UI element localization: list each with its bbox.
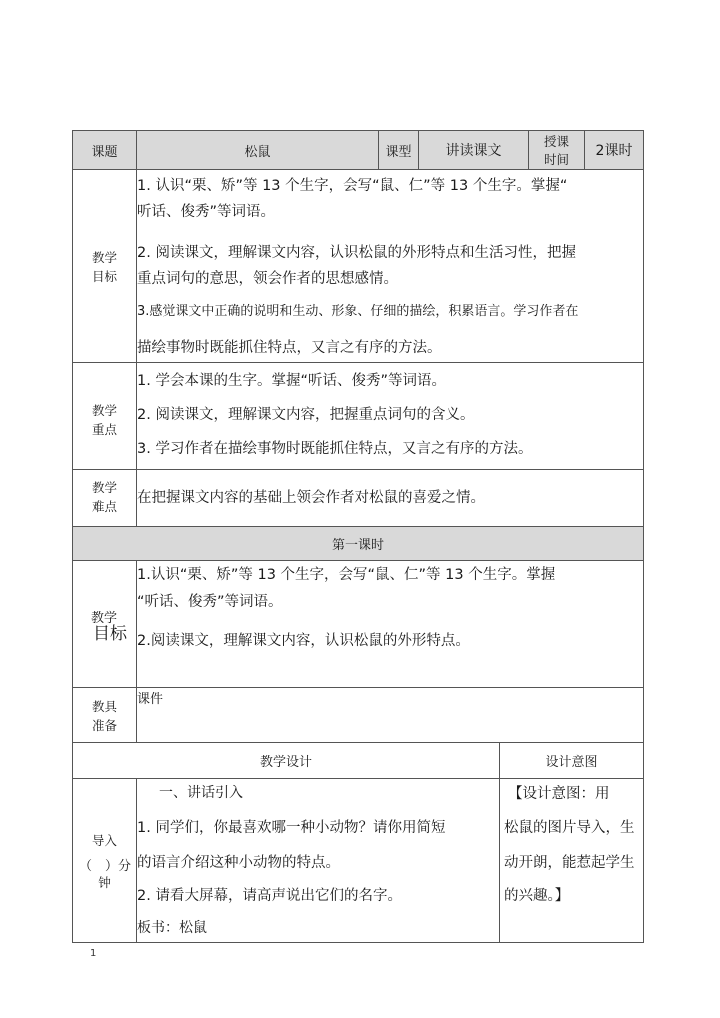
intent-line-4: 的兴趣。】	[504, 888, 570, 904]
type-label: 课型	[379, 131, 419, 169]
intent-line-1: 【设计意图：用	[508, 786, 610, 802]
key-point-3: 3. 学习作者在描绘事物时既能抓住特点，又言之有序的方法。	[137, 441, 533, 457]
goal-line-4: 重点词句的意思，领会作者的思想感情。	[137, 271, 398, 287]
goals-label	[73, 170, 137, 362]
intro-content	[137, 779, 500, 942]
difficulty-row	[73, 470, 643, 527]
page-number: 1	[90, 948, 97, 959]
first-period-row	[73, 527, 643, 561]
goal-line-6: 描绘事物时既能抓住特点，又言之有序的方法。	[137, 340, 442, 356]
tools-label	[73, 688, 137, 742]
intro-line-1: 1. 同学们，你最喜欢哪一种小动物？请你用简短	[137, 820, 446, 836]
goal-line-1: 1. 认识“栗、矫”等 13 个生字，会写“鼠、仁”等 13 个生字。掌握“	[137, 178, 568, 194]
intent-line-3: 动开朗，能惹起学生	[504, 855, 635, 871]
period-goal-line-1: 1.认识“栗、矫”等 13 个生字，会写“鼠、仁”等 13 个生字。掌握	[137, 567, 556, 583]
intent-line-2: 松鼠的图片导入，生	[504, 820, 635, 836]
difficulty-label-line1: 教学	[91, 480, 117, 495]
lesson-plan-table	[72, 130, 644, 943]
intro-board-note: 板书：松鼠	[137, 920, 207, 936]
first-period-title: 第一课时	[331, 538, 384, 553]
intro-line-2: 的语言介绍这种小动物的特点。	[137, 855, 340, 871]
goal-line-3: 2. 阅读课文，理解课文内容，认识松鼠的外形特点和生活习性，把握	[137, 245, 576, 261]
key-points-label-line2: 重点	[91, 422, 117, 437]
lesson-label: 课题	[73, 131, 137, 169]
difficulty-label	[73, 470, 137, 526]
key-point-2: 2. 阅读课文，理解课文内容，把握重点词句的含义。	[137, 407, 475, 423]
intro-label	[73, 779, 137, 942]
goal-line-5: 3.感觉课文中正确的说明和生动、形象、仔细的描绘，积累语言。学习作者在	[137, 304, 579, 319]
goals-row	[73, 170, 643, 363]
goal-line-2: 听话、俊秀”等词语。	[137, 204, 276, 220]
tools-label-line2: 准备	[91, 718, 117, 733]
time-value: 2课时	[595, 143, 633, 159]
intro-heading: 一、讲话引入	[159, 785, 243, 801]
intro-label-line3: 钟	[98, 875, 111, 890]
difficulty-label-line2: 难点	[91, 499, 117, 514]
header-row	[73, 131, 643, 170]
time-label-line1: 授课	[543, 134, 569, 149]
intro-label-line2: （ ）分	[79, 859, 132, 874]
difficulty-text: 在把握课文内容的基础上领会作者对松鼠的喜爱之情。	[137, 490, 485, 506]
tools-row	[73, 688, 643, 743]
intro-intent	[500, 779, 643, 942]
key-points-label-line1: 教学	[91, 403, 117, 418]
period-goals-label-line2: 目标	[93, 624, 127, 644]
time-label-line2: 时间	[543, 152, 569, 167]
type-value: 讲读课文	[419, 131, 529, 169]
time-label	[529, 131, 585, 169]
key-point-1: 1. 学会本课的生字。掌握“听话、俊秀”等词语。	[137, 373, 446, 389]
design-col-header: 教学设计	[73, 743, 500, 778]
period-goals-row	[73, 561, 643, 688]
key-points-row	[73, 363, 643, 470]
period-goals-label	[73, 561, 137, 687]
design-header-row	[73, 743, 643, 779]
goals-label-line2: 目标	[91, 269, 117, 284]
period-goal-line-2: “听话、俊秀”等词语。	[137, 594, 283, 610]
intro-row	[73, 779, 643, 942]
intro-label-line1: 导入	[91, 833, 117, 848]
tools-value: 课件	[137, 692, 164, 707]
period-goals-label-line1: 教学	[91, 611, 118, 626]
period-goal-line-3: 2.阅读课文，理解课文内容，认识松鼠的外形特点。	[137, 633, 470, 649]
goals-label-line1: 教学	[91, 250, 117, 265]
intent-col-header: 设计意图	[545, 755, 598, 770]
lesson-value: 松鼠	[137, 131, 379, 169]
tools-label-line1: 教具	[91, 699, 117, 714]
intro-line-3: 2. 请看大屏幕，请高声说出它们的名字。	[137, 888, 402, 904]
key-points-label	[73, 363, 137, 469]
